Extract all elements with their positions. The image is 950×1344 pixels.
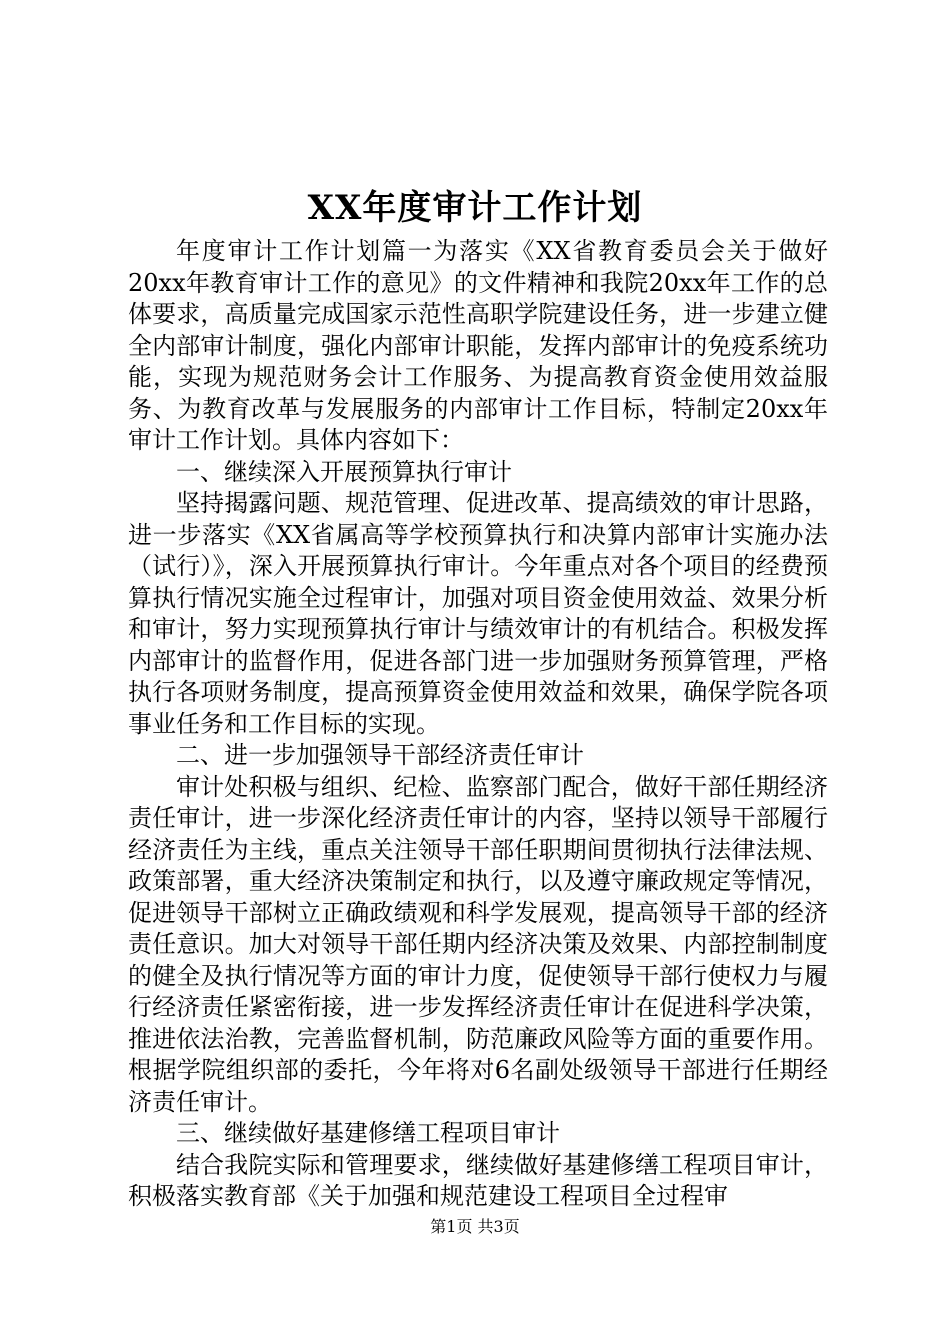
- document-body: [128, 236, 828, 1213]
- intro-paragraph: 年度审计工作计划篇一为落实《XX省教育委员会关于做好20xx年教育审计工作的意见》的文件精神和我院20xx年工作的总体要求，高质量完成国家示范性高职学院建设任务，进一步建立健全内部审计制度，强化内部审计职能，发挥内部审计的免疫系统功能，实现为规范财务会计工作服务、为提高教育资金使用效益服务、为教育改革与发展服务的内部审计工作目标，特制定20xx年审计工作计划。具体内容如下：: [128, 237, 828, 454]
- section-heading-1: 一、继续深入开展预算执行审计: [176, 457, 512, 486]
- section-heading-2: 二、进一步加强领导干部经济责任审计: [176, 741, 584, 769]
- section-3-paragraph: 结合我院实际和管理要求，继续做好基建修缮工程项目审计，积极落实教育部《关于加强和规范建设工程项目全过程审: [128, 1150, 828, 1210]
- section-2-paragraph: 审计处积极与组织、纪检、监察部门配合，做好干部任期经济责任审计，进一步深化经济责任审计的内容，坚持以领导干部履行经济责任为主线，重点关注领导干部任职期间贯彻执行法律法规、政策部署，重大经济决策制定和执行，以及遵守廉政规定等情况，促进领导干部树立正确政绩观和科学发展观，提高领导干部的经济责任意识。加大对领导干部任期内经济决策及效果、内部控制制度的健全及执行情况等方面的审计力度，促使领导干部行使权力与履行经济责任紧密衔接，进一步发挥经济责任审计在促进科学决策，推进依法治教，完善监督机制，防范廉政风险等方面的重要作用。根据学院组织部的委托，今年将对6名副处级领导干部进行任期经济责任审计。: [128, 772, 828, 1116]
- document-title: XX年度审计工作计划: [307, 188, 643, 228]
- page-number: 第1页 共3页: [430, 1217, 520, 1236]
- section-heading-3: 三、继续做好基建修缮工程项目审计: [176, 1119, 560, 1147]
- section-1-paragraph: 坚持揭露问题、规范管理、促进改革、提高绩效的审计思路，进一步落实《XX省属高等学校预算执行和决算内部审计实施办法（试行）》，深入开展预算执行审计。今年重点对各个项目的经费预算执行情况实施全过程审计，加强对项目资金使用效益、效果分析和审计，努力实现预算执行审计与绩效审计的有机结合。积极发挥内部审计的监督作用，促进各部门进一步加强财务预算管理，严格执行各项财务制度，提高预算资金使用效益和效果，确保学院各项事业任务和工作目标的实现。: [128, 489, 828, 738]
